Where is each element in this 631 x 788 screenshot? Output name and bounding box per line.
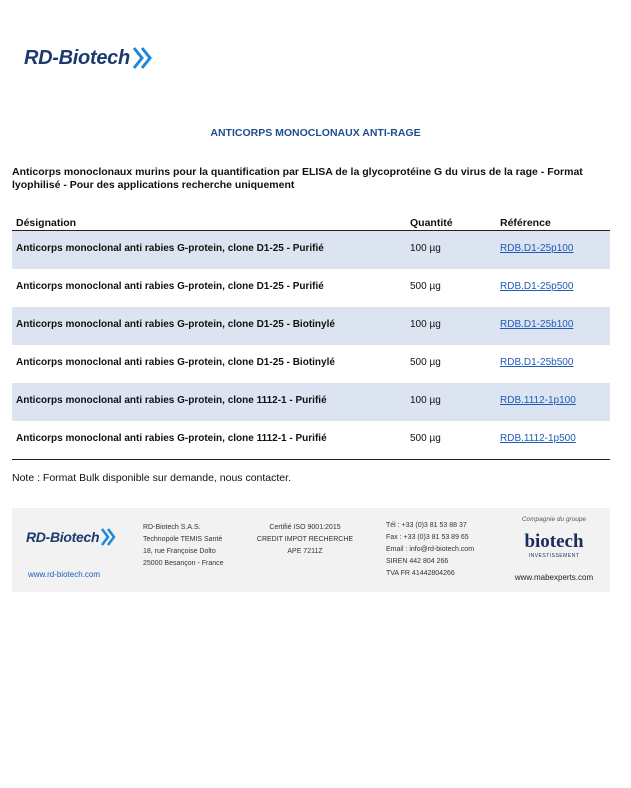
table-header: [12, 215, 610, 231]
table-row: [12, 307, 610, 345]
group-website-link[interactable]: www.mabexperts.com: [514, 573, 594, 582]
table-row: [12, 345, 610, 383]
quantite-cell: 500 µg: [410, 281, 441, 292]
contact-line: TVA FR 41442804266: [386, 570, 455, 577]
header-quantite: Quantité: [410, 217, 453, 229]
table-row: [12, 383, 610, 421]
address-line: 25000 Besançon - France: [143, 560, 224, 567]
group-brand: biotech: [524, 531, 584, 552]
intro-text: Anticorps monoclonaux murins pour la quantification par ELISA de la glycoprotéine G du virus de la rage - Format lyophilisé - Pour des applications recherche uniquement: [12, 166, 583, 191]
designation-cell: Anticorps monoclonal anti rabies G-protein, clone 1112-1 - Purifié: [16, 433, 327, 444]
designation-cell: Anticorps monoclonal anti rabies G-protein, clone D1-25 - Biotinylé: [16, 357, 335, 368]
table-row: [12, 269, 610, 307]
product-table: [12, 215, 610, 460]
table-row: [12, 421, 610, 459]
contact-line: Fax : +33 (0)3 81 53 89 65: [386, 534, 469, 541]
header-designation: Désignation: [16, 217, 77, 229]
reference-link[interactable]: RDB.1112-1p500: [500, 433, 576, 444]
cert-line: APE 7211Z: [287, 548, 323, 555]
cert-line: CREDIT IMPOT RECHERCHE: [256, 536, 354, 543]
group-label: Compagnie du groupe: [521, 516, 587, 523]
document-title: ANTICORPS MONOCLONAUX ANTI-RAGE: [210, 127, 421, 139]
quantite-cell: 100 µg: [410, 243, 441, 254]
table-row: [12, 231, 610, 269]
footer: [12, 508, 610, 592]
designation-cell: Anticorps monoclonal anti rabies G-protein, clone D1-25 - Purifié: [16, 281, 324, 292]
footer-contact: [386, 520, 474, 580]
reference-link[interactable]: RDB.1112-1p100: [500, 395, 576, 406]
quantite-cell: 500 µg: [410, 433, 441, 444]
quantite-cell: 100 µg: [410, 395, 441, 406]
reference-link[interactable]: RDB.D1-25b500: [500, 357, 574, 368]
chevron-icon: [132, 46, 154, 70]
bulk-note: Note : Format Bulk disponible sur demande, nous contacter.: [12, 472, 291, 484]
group-logo: [504, 516, 604, 582]
reference-link[interactable]: RDB.D1-25p500: [500, 281, 574, 292]
company-logo: [24, 40, 154, 76]
address-line: Technopole TEMIS Santé: [143, 536, 223, 543]
group-sub: INVESTISSEMENT: [528, 553, 580, 559]
contact-line: Email : info@rd-biotech.com: [386, 546, 475, 553]
quantite-cell: 500 µg: [410, 357, 441, 368]
address-line: RD-Biotech S.A.S.: [143, 524, 201, 531]
quantite-cell: 100 µg: [410, 319, 441, 330]
cert-line: Certifié ISO 9001:2015: [269, 524, 341, 531]
address-line: 18, rue Françoise Dolto: [143, 548, 216, 555]
reference-link[interactable]: RDB.D1-25p100: [500, 243, 574, 254]
footer-logo: [26, 528, 117, 546]
footer-address: [143, 522, 224, 570]
contact-line: Tél : +33 (0)3 81 53 88 37: [386, 522, 467, 529]
chevron-icon: [101, 528, 117, 546]
footer-certifications: [250, 522, 360, 558]
designation-cell: Anticorps monoclonal anti rabies G-protein, clone D1-25 - Biotinylé: [16, 319, 335, 330]
header-reference: Référence: [500, 217, 551, 229]
designation-cell: Anticorps monoclonal anti rabies G-protein, clone D1-25 - Purifié: [16, 243, 324, 254]
footer-website-link[interactable]: www.rd-biotech.com: [28, 570, 101, 579]
designation-cell: Anticorps monoclonal anti rabies G-protein, clone 1112-1 - Purifié: [16, 395, 327, 406]
contact-line: SIREN 442 804 266: [386, 558, 449, 565]
logo-text: RD-Biotech: [24, 46, 130, 69]
footer-logo-text: RD-Biotech: [26, 529, 100, 545]
reference-link[interactable]: RDB.D1-25b100: [500, 319, 574, 330]
